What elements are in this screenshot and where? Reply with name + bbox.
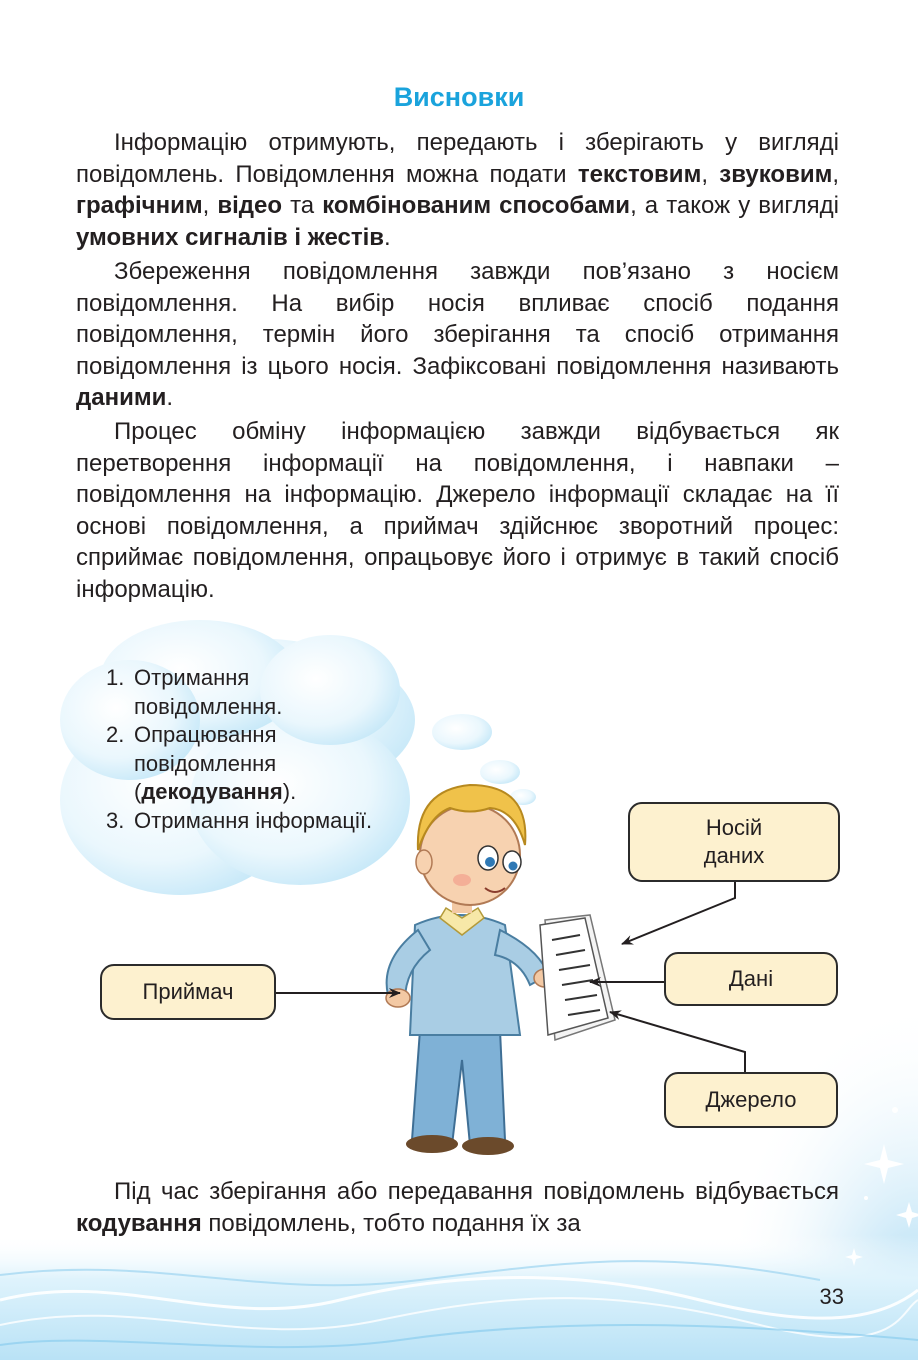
p1-text-2: , <box>701 160 720 188</box>
paragraph-2 <box>76 256 839 414</box>
p1-bold-video: відео <box>217 192 283 219</box>
arrow-from-dzherelo <box>610 1012 745 1072</box>
p3-text: Процес обміну інформацією завжди відбувається як перетворення інформації на повідомлення, і навпаки – повідомлення на інформацію. Джерело інформації складає на її основі повідомлення, а приймач здійснює зворотний процес: сприймає повідомлення, опрацьовує його і отримує в такий спосіб інформацію. <box>76 418 839 603</box>
label-box-data <box>664 952 838 1006</box>
p4-text-2: повідомлень, тобто подання їх за <box>201 1209 581 1237</box>
p1-bold-graphic: графічним <box>76 192 203 219</box>
arrow-from-nosii <box>622 882 735 944</box>
page-number: 33 <box>819 1284 844 1309</box>
label-box-data-carrier <box>628 802 840 882</box>
list-item-number: 1. <box>106 665 125 690</box>
p1-text-4: , <box>202 192 218 219</box>
paragraph-3 <box>76 416 839 605</box>
papers-stack <box>540 915 615 1040</box>
list-item-text-end: ). <box>282 779 297 804</box>
list-item-number: 3. <box>106 807 125 833</box>
label-data-carrier: Носій даних <box>703 815 765 868</box>
p1-text-7: . <box>384 223 391 251</box>
label-receiver: Приймач <box>142 979 234 1004</box>
p1-bold-combined: комбінованим способами <box>322 192 631 219</box>
p1-text-3: , <box>832 160 840 188</box>
label-data: Дані <box>728 966 774 991</box>
p2-text-2: . <box>166 384 174 411</box>
list-item-text: Отримання інформації. <box>134 807 373 833</box>
list-item-text: Отримання повідомлення. <box>134 665 283 719</box>
paragraph-1 <box>76 127 839 253</box>
list-item <box>104 664 394 721</box>
paragraph-4 <box>76 1176 839 1239</box>
label-box-receiver <box>100 964 276 1020</box>
p1-text-1: Інформацію отримують, передають і зберігають у вигляді повідомлень. Повідомлення можна подати <box>76 129 839 188</box>
section-title: Висновки <box>393 82 525 112</box>
p1-bold-text: текстовим <box>577 160 702 188</box>
label-box-source <box>664 1072 838 1128</box>
p4-bold-coding: кодування <box>76 1209 202 1237</box>
list-item <box>104 721 394 807</box>
boy-illustration <box>386 785 615 1155</box>
list-item-bold-text: декодування <box>141 779 283 804</box>
p1-text-5: та <box>282 192 323 219</box>
decoding-steps-list <box>104 664 394 835</box>
p1-text-6: , а також у вигляді <box>630 192 839 219</box>
list-item <box>104 807 394 836</box>
list-item-text: Опрацювання повідомлення ( <box>134 722 277 804</box>
p1-bold-sound: звуковим <box>719 160 833 188</box>
p1-bold-signals: умовних сигналів і жестів <box>76 223 385 251</box>
p4-text-1: Під час зберігання або передавання повідомлень відбувається <box>114 1178 839 1205</box>
p2-bold-data: даними <box>76 384 167 411</box>
p2-text-1: Збереження повідомлення завжди пов’язано з носієм повідомлення. На вибір носія впливає спосіб подання повідомлення, термін його зберігання та спосіб отримання повідомлення із цього носія. Зафіксовані повідомлення називають <box>76 258 839 380</box>
label-source: Джерело <box>705 1087 797 1112</box>
list-item-number: 2. <box>106 722 125 747</box>
